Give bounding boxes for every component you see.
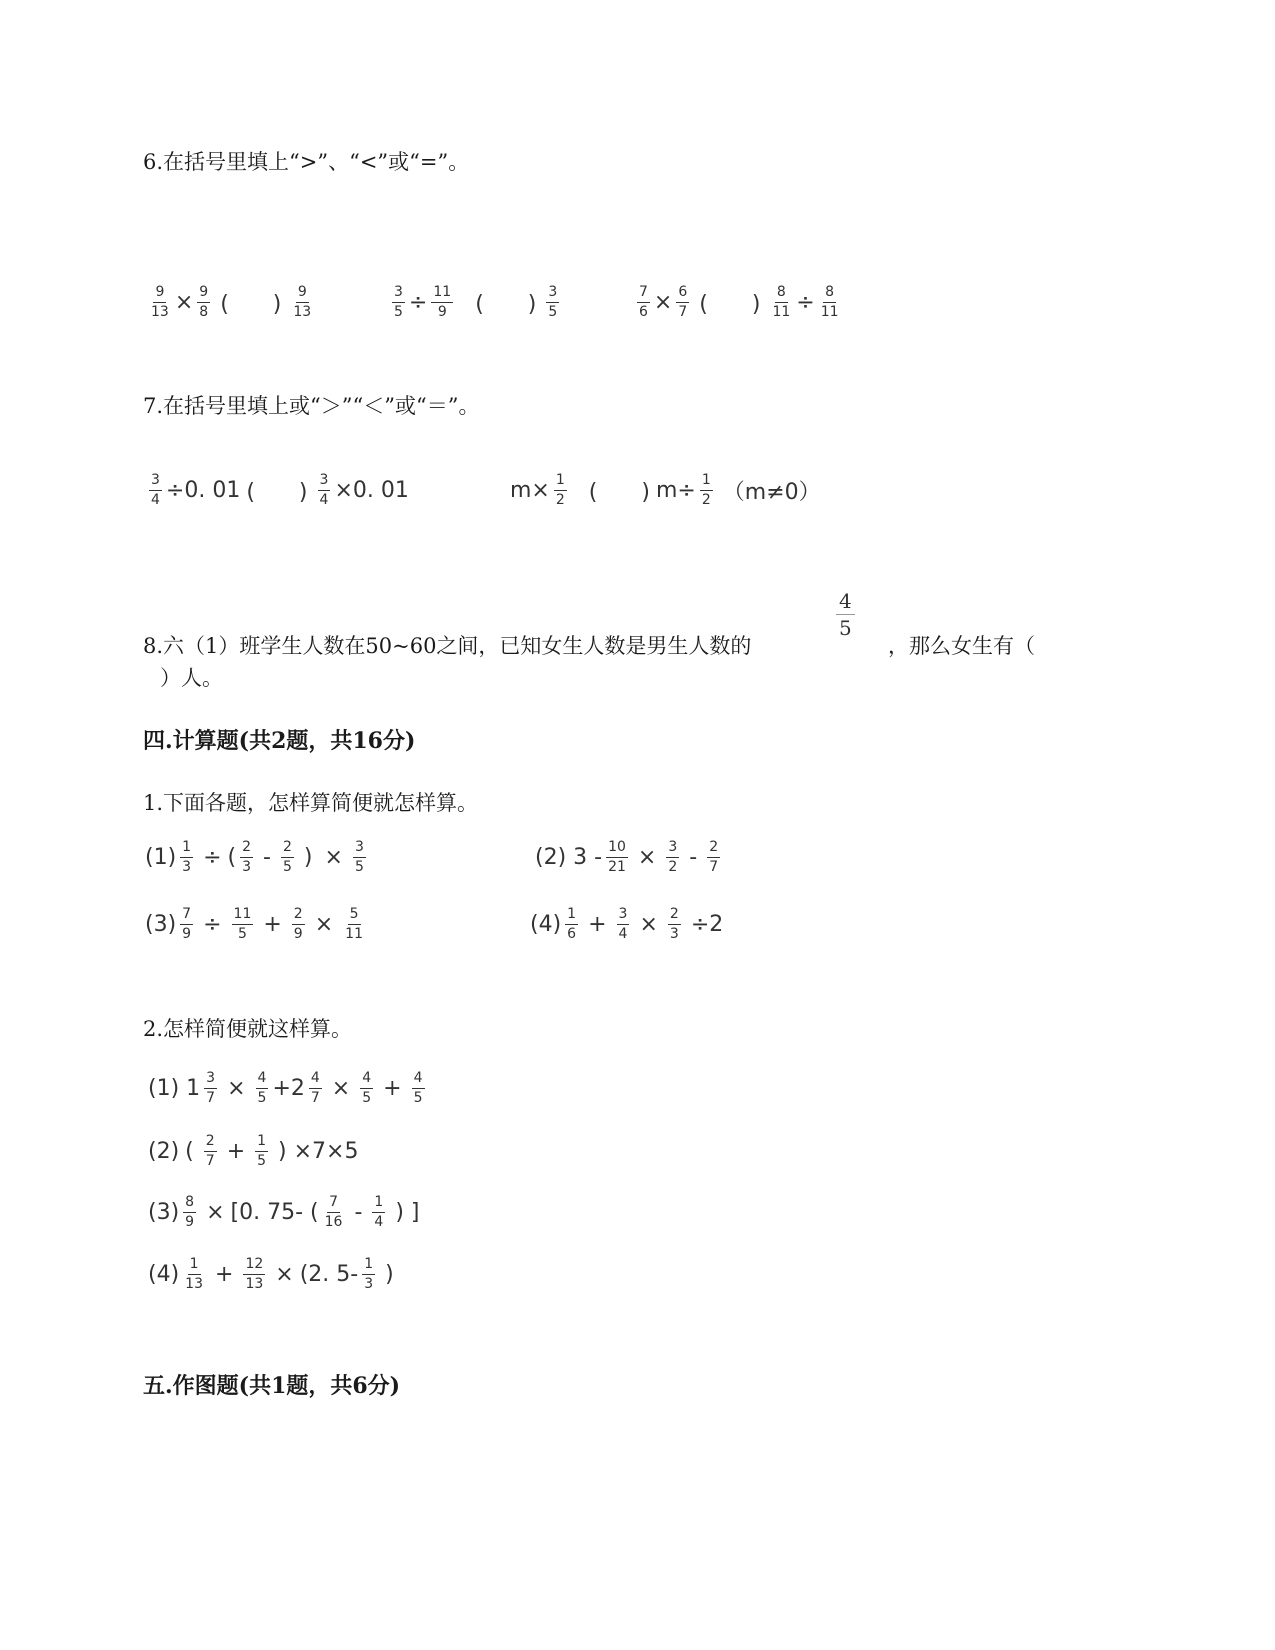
denominator: 4: [374, 1213, 384, 1230]
fraction: [256, 1071, 269, 1105]
fraction: [700, 473, 713, 507]
numerator: 5: [348, 907, 361, 925]
operator: +: [383, 1075, 402, 1101]
operator-value: ) ]: [395, 1199, 420, 1225]
fraction: [291, 285, 313, 319]
s4-q1-prompt: 1.下面各题，怎样算简便就怎样算。: [143, 791, 479, 815]
fraction: [204, 1134, 217, 1168]
fraction: [666, 840, 679, 874]
denominator: 5: [413, 1089, 423, 1106]
fraction: [149, 473, 162, 507]
numerator: 7: [637, 285, 650, 303]
denominator: 7: [709, 858, 719, 875]
operator-value: ): [385, 1261, 394, 1287]
operator: -: [263, 844, 271, 870]
denominator: 9: [185, 1213, 195, 1230]
numerator: 1: [255, 1134, 268, 1152]
operator-value: [0. 75- (: [230, 1199, 319, 1225]
denominator: 16: [324, 1213, 343, 1230]
q8-text-line1: 8.六（1）班学生人数在50~60之间，已知女生人数是男生人数的: [143, 634, 752, 658]
q8-text-after: ，那么女生有（: [888, 634, 1035, 658]
q6-prompt: 6.在括号里填上“>”、“<”或“=”。: [143, 150, 470, 174]
operator: ×: [653, 289, 673, 315]
numerator: 1: [554, 473, 567, 491]
denominator: 4: [319, 491, 329, 508]
fraction: [606, 840, 628, 874]
numerator: 8: [823, 285, 836, 303]
operator: ×: [331, 1075, 351, 1101]
problem-label: (2) 3 -: [535, 844, 603, 870]
fraction: [707, 840, 720, 874]
numerator: 8: [775, 285, 788, 303]
fraction: [392, 285, 405, 319]
numerator: 3: [617, 907, 630, 925]
denominator: 5: [839, 616, 852, 640]
fraction: [183, 1257, 205, 1291]
numerator: 4: [836, 590, 855, 615]
numerator: 2: [668, 907, 681, 925]
denominator: 3: [364, 1275, 374, 1292]
fraction: [353, 840, 366, 874]
operator: ÷: [796, 289, 815, 315]
problem-label: (4): [148, 1261, 180, 1287]
s4-q2-problem-3: [148, 1195, 425, 1229]
problem-label: (1): [145, 844, 177, 870]
numerator: 8: [183, 1195, 196, 1213]
operator: ÷: [408, 289, 428, 315]
operator: -: [354, 1199, 363, 1225]
s4-q2-problem-2: [148, 1134, 364, 1168]
denominator: 7: [310, 1089, 320, 1106]
fraction: [183, 1195, 196, 1229]
operator: +: [215, 1261, 234, 1287]
operator: +: [588, 911, 607, 937]
denominator: 13: [245, 1275, 264, 1292]
s4-q2-problem-4: [148, 1257, 400, 1291]
problem-label: (4): [530, 911, 562, 937]
denominator: 21: [608, 858, 626, 875]
numerator: 9: [296, 285, 309, 303]
denominator: 9: [293, 925, 303, 942]
problem-label: (2): [148, 1138, 180, 1164]
fraction: [546, 285, 559, 319]
section4-heading: 四.计算题(共2题，共16分): [143, 728, 416, 754]
denominator: 5: [394, 303, 403, 320]
fraction: [149, 285, 171, 319]
denominator: 5: [257, 1089, 267, 1106]
bracket: ): [303, 844, 313, 870]
numerator: 3: [149, 473, 162, 491]
fraction: [343, 907, 365, 941]
q6-expression-3: [633, 285, 845, 319]
fraction: [180, 907, 193, 941]
denominator: 11: [820, 303, 839, 320]
variable-m: m×: [510, 477, 550, 503]
denominator: 13: [151, 303, 169, 320]
s4-q1-problem-3: [145, 907, 369, 941]
operator: ×: [206, 1199, 225, 1225]
answer-blank[interactable]: ( ): [246, 479, 308, 505]
operator: ×: [174, 289, 194, 315]
denominator: 4: [151, 491, 160, 508]
answer-blank[interactable]: ( ): [475, 291, 537, 317]
denominator: 2: [555, 491, 565, 508]
denominator: 7: [205, 1152, 215, 1169]
denominator: 7: [206, 1089, 216, 1106]
numerator: 2: [292, 907, 305, 925]
answer-blank[interactable]: ( ): [220, 291, 282, 317]
fraction: [232, 907, 254, 941]
numerator: 4: [256, 1071, 269, 1089]
operator: ×: [637, 844, 657, 870]
numerator: 11: [431, 285, 453, 303]
q7-prompt: 7.在括号里填上或“＞”“＜”或“＝”。: [143, 394, 480, 418]
numerator: 10: [606, 840, 628, 858]
numerator: 1: [372, 1195, 385, 1213]
operator-value: ×0. 01: [334, 477, 409, 503]
fraction: [240, 840, 253, 874]
denominator: 13: [185, 1275, 203, 1292]
variable-m: m÷: [655, 477, 696, 503]
fraction: [372, 1195, 385, 1229]
q8-fraction: [836, 590, 855, 639]
fraction: [770, 285, 792, 319]
bracket: (: [185, 1138, 194, 1164]
problem-label: (3): [145, 911, 177, 937]
fraction: [292, 907, 305, 941]
numerator: 4: [360, 1071, 373, 1089]
q6-expression-2: [388, 285, 563, 319]
numerator: 2: [707, 840, 720, 858]
operator-value: +2: [272, 1075, 305, 1101]
denominator: 5: [257, 1152, 267, 1169]
q7-expression-2: [510, 473, 827, 507]
fraction: [565, 907, 578, 941]
denominator: 7: [678, 303, 688, 320]
numerator: 4: [309, 1071, 322, 1089]
fraction: [281, 840, 294, 874]
denominator: 5: [548, 303, 558, 320]
denominator: 6: [639, 303, 648, 320]
denominator: 5: [283, 858, 292, 875]
denominator: 6: [567, 925, 577, 942]
s4-q1-problem-1: [145, 840, 370, 874]
numerator: 3: [392, 285, 405, 303]
denominator: 5: [354, 858, 364, 875]
numerator: 3: [546, 285, 559, 303]
fraction: [318, 473, 331, 507]
denominator: 9: [182, 925, 192, 942]
denominator: 3: [242, 858, 252, 875]
fraction: [255, 1134, 268, 1168]
section5-heading: 五.作图题(共1题，共6分): [143, 1373, 401, 1399]
fraction: [360, 1071, 373, 1105]
operator: +: [226, 1138, 246, 1164]
denominator: 4: [618, 925, 628, 942]
numerator: 1: [565, 907, 578, 925]
fraction: [309, 1071, 322, 1105]
numerator: 3: [666, 840, 679, 858]
numerator: 1: [362, 1257, 375, 1275]
denominator: 11: [345, 925, 363, 942]
s4-q1-problem-4: [530, 907, 729, 941]
numerator: 2: [204, 1134, 217, 1152]
fraction: [243, 1257, 265, 1291]
denominator: 9: [437, 303, 447, 320]
numerator: 2: [281, 840, 294, 858]
s4-q2-problem-1: [148, 1071, 429, 1105]
numerator: 4: [412, 1071, 425, 1089]
fraction: [197, 285, 210, 319]
denominator: 8: [199, 303, 209, 320]
problem-label: (3): [148, 1199, 180, 1225]
problem-label: (1) 1: [148, 1075, 201, 1101]
q8-text-line2: ）人。: [160, 666, 223, 690]
denominator: 5: [362, 1089, 372, 1106]
operator: +: [263, 911, 282, 937]
operator: ×: [275, 1261, 294, 1287]
s4-q1-problem-2: [535, 840, 724, 874]
fraction: [668, 907, 681, 941]
fraction: [180, 840, 193, 874]
s4-q2-prompt: 2.怎样简便就这样算。: [143, 1017, 353, 1041]
numerator: 6: [676, 285, 689, 303]
numerator: 9: [197, 285, 210, 303]
fraction: [637, 285, 650, 319]
numerator: 12: [243, 1257, 265, 1275]
numerator: 1: [180, 840, 193, 858]
fraction: [204, 1071, 217, 1105]
numerator: 7: [327, 1195, 340, 1213]
denominator: 5: [237, 925, 247, 942]
fraction: [362, 1257, 375, 1291]
operator: -: [689, 844, 698, 870]
denominator: 13: [293, 303, 312, 320]
condition: （m≠0）: [722, 479, 821, 505]
operator: ×: [227, 1075, 246, 1101]
numerator: 7: [180, 907, 193, 925]
fraction: [554, 473, 567, 507]
fraction: [323, 1195, 345, 1229]
numerator: 11: [232, 907, 254, 925]
fraction: [617, 907, 630, 941]
numerator: 1: [700, 473, 713, 491]
numerator: 2: [240, 840, 253, 858]
numerator: 9: [153, 285, 166, 303]
fraction: [412, 1071, 425, 1105]
operator: ×: [324, 844, 343, 870]
denominator: 3: [182, 858, 192, 875]
q7-expression-1: [145, 473, 409, 507]
numerator: 1: [188, 1257, 201, 1275]
fraction: [676, 285, 689, 319]
operator-value: ÷2: [690, 911, 724, 937]
fraction: [819, 285, 841, 319]
operator: ÷: [203, 844, 222, 870]
denominator: 2: [668, 858, 678, 875]
numerator: 3: [318, 473, 331, 491]
denominator: 3: [669, 925, 679, 942]
answer-blank[interactable]: ( ): [588, 479, 650, 505]
operator: ×: [314, 911, 334, 937]
operator-value: (2. 5-: [299, 1261, 359, 1287]
denominator: 11: [772, 303, 791, 320]
q6-expression-1: [145, 285, 317, 319]
numerator: 3: [204, 1071, 217, 1089]
operator-value: ÷0. 01: [165, 477, 241, 503]
operator-value: ) ×7×5: [278, 1138, 359, 1164]
denominator: 2: [701, 491, 711, 508]
operator: ÷: [203, 911, 222, 937]
operator: ×: [639, 911, 658, 937]
bracket: (: [227, 844, 237, 870]
fraction: [431, 285, 453, 319]
numerator: 3: [353, 840, 366, 858]
answer-blank[interactable]: ( ): [699, 291, 761, 317]
